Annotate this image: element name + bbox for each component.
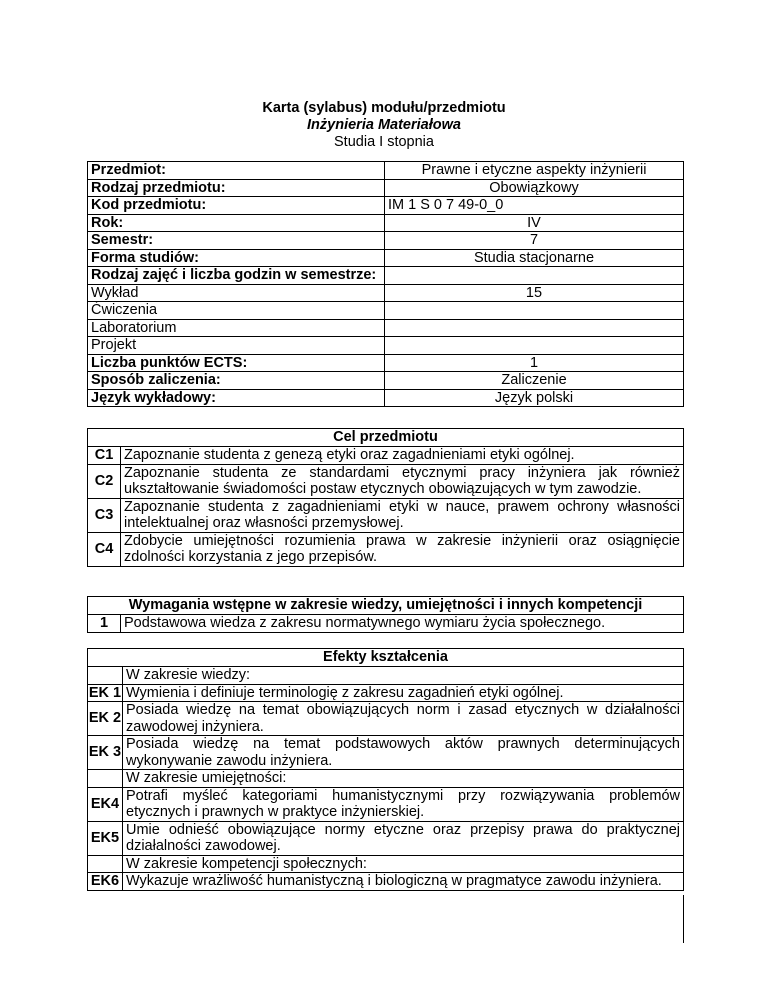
effect-row-text: Wymienia i definiuje terminologię z zakresu zagadnień etyki ogólnej. [123, 684, 684, 702]
info-label: Projekt [88, 337, 385, 355]
info-row [88, 179, 684, 197]
course-info-table [87, 161, 684, 407]
learning-effects-table [87, 648, 684, 891]
info-row [88, 267, 684, 285]
info-value: Zaliczenie [385, 372, 684, 390]
effect-row [88, 736, 684, 770]
goal-row [88, 447, 684, 465]
info-label: Rok: [88, 214, 385, 232]
info-value: IM 1 S 0 7 49-0_0 [385, 197, 684, 215]
goal-row-code: C3 [88, 498, 121, 532]
info-row [88, 284, 684, 302]
info-row [88, 319, 684, 337]
goal-row-text: Zapoznanie studenta ze standardami etycznymi pracy inżyniera jak również ukształtowanie świadomości postaw etycznych obowiązujących w tym zawodzie. [121, 464, 684, 498]
info-label: Ćwiczenia [88, 302, 385, 320]
info-label: Rodzaj zajęć i liczba godzin w semestrze: [88, 267, 385, 285]
info-value: 7 [385, 232, 684, 250]
requirement-row [88, 615, 684, 633]
effect-row-text: Umie odnieść obowiązujące normy etyczne oraz przepisy prawa do praktycznej działalności zawodowej. [123, 821, 684, 855]
goal-row [88, 498, 684, 532]
goal-row-code: C2 [88, 464, 121, 498]
goal-row-code: C1 [88, 447, 121, 465]
info-label: Laboratorium [88, 319, 385, 337]
effect-row-code: EK6 [88, 873, 123, 891]
info-label: Liczba punktów ECTS: [88, 354, 385, 372]
goal-row [88, 464, 684, 498]
effect-row [88, 684, 684, 702]
info-value: Obowiązkowy [385, 179, 684, 197]
effect-row-code: EK5 [88, 821, 123, 855]
requirements-title: Wymagania wstępne w zakresie wiedzy, umiejętności i innych kompetencji [88, 597, 684, 615]
effect-row-text: Posiada wiedzę na temat podstawowych aktów prawnych determinujących wykonywanie zawodu inżyniera. [123, 736, 684, 770]
info-value [385, 267, 684, 285]
effect-row-text: Posiada wiedzę na temat obowiązujących norm i zasad etycznych w działalności zawodowej inżyniera. [123, 702, 684, 736]
effect-row-code: EK 2 [88, 702, 123, 736]
info-row [88, 197, 684, 215]
info-value: 1 [385, 354, 684, 372]
info-row [88, 162, 684, 180]
info-label: Język wykładowy: [88, 389, 385, 407]
info-row [88, 337, 684, 355]
effect-row-code: EK 3 [88, 736, 123, 770]
info-label: Forma studiów: [88, 249, 385, 267]
effect-row-text: W zakresie kompetencji społecznych: [123, 855, 684, 873]
requirements-table [87, 596, 684, 633]
effect-row-code: EK4 [88, 787, 123, 821]
info-row [88, 372, 684, 390]
effect-row-code [88, 770, 123, 788]
info-value [385, 319, 684, 337]
effect-row [88, 855, 684, 873]
effect-row [88, 821, 684, 855]
faculty-name: Inżynieria Materiałowa [307, 117, 461, 133]
effect-row-code: EK 1 [88, 684, 122, 701]
effect-row [88, 702, 684, 736]
effect-row-text: W zakresie umiejętności: [123, 770, 684, 788]
info-row [88, 232, 684, 250]
info-value: IV [385, 214, 684, 232]
effect-row [88, 787, 684, 821]
syllabus-header [0, 100, 768, 151]
effect-row [88, 667, 684, 685]
goal-row [88, 532, 684, 566]
goal-row-text: Zapoznanie studenta z genezą etyki oraz zagadnieniami etyki ogólnej. [121, 447, 684, 465]
effect-row-text: W zakresie wiedzy: [123, 667, 684, 685]
info-label: Przedmiot: [88, 162, 385, 180]
goal-row-text: Zdobycie umiejętności rozumienia prawa w zakresie inżynierii oraz osiągnięcie zdolności korzystania z jego przepisów. [121, 532, 684, 566]
effect-row-text: Potrafi myśleć kategoriami humanistycznymi przy rozwiązywania problemów etycznych i prawnych w praktyce inżynierskiej. [123, 787, 684, 821]
study-level: Studia I stopnia [334, 134, 434, 150]
info-label: Wykład [88, 284, 385, 302]
info-row [88, 214, 684, 232]
table-continuation-line [683, 895, 684, 943]
info-value: Prawne i etyczne aspekty inżynierii [385, 162, 684, 180]
info-row [88, 249, 684, 267]
info-label: Rodzaj przedmiotu: [88, 179, 385, 197]
effect-row-code [88, 667, 123, 685]
course-goals-table [87, 428, 684, 567]
info-label: Kod przedmiotu: [88, 197, 385, 215]
info-value: Studia stacjonarne [385, 249, 684, 267]
goal-row-text: Zapoznanie studenta z zagadnieniami etyki w nauce, prawem ochrony własności intelektualnej oraz własności przemysłowej. [121, 498, 684, 532]
effect-row-text: Wykazuje wrażliwość humanistyczną i biologiczną w pragmatyce zawodu inżyniera. [123, 873, 684, 891]
effect-row-code [88, 855, 123, 873]
info-value: 15 [385, 284, 684, 302]
goals-title: Cel przedmiotu [88, 429, 684, 447]
info-row [88, 302, 684, 320]
info-row [88, 354, 684, 372]
info-label: Semestr: [88, 232, 385, 250]
info-value [385, 337, 684, 355]
info-value: Język polski [385, 389, 684, 407]
info-row [88, 389, 684, 407]
requirement-row-code: 1 [88, 615, 121, 633]
info-value [385, 302, 684, 320]
effects-title: Efekty kształcenia [88, 649, 684, 667]
goal-row-code: C4 [88, 532, 121, 566]
effect-row [88, 770, 684, 788]
effect-row [88, 873, 684, 891]
requirement-row-text: Podstawowa wiedza z zakresu normatywnego wymiaru życia społecznego. [121, 615, 684, 633]
document-title: Karta (sylabus) modułu/przedmiotu [262, 100, 506, 116]
info-label: Sposób zaliczenia: [88, 372, 385, 390]
